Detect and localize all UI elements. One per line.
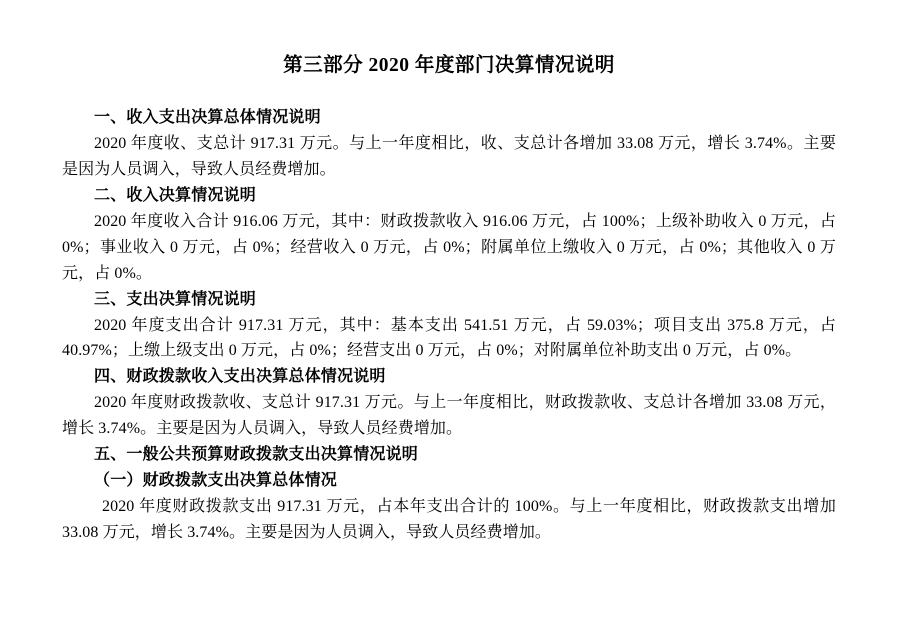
section-heading-3: 三、支出决算情况说明: [94, 290, 257, 308]
section-paragraph-3: 2020 年度支出合计 917.31 万元，其中：基本支出 541.51 万元，占 59.03%；项目支出 375.8 万元，占 40.97%；上缴上级支出 0 万元，占 0%；经营支出 0 万元，占 0%；对附属单位补助支出 0 万元，占 0%。: [62, 316, 836, 360]
page-title: 第三部分 2020 年度部门决算情况说明: [283, 55, 615, 76]
section-paragraph-2: 2020 年度收入合计 916.06 万元，其中：财政拨款收入 916.06 万元，占 100%；上级补助收入 0 万元，占 0%；事业收入 0 万元，占 0%；经营收入 0 万元，占 0%；附属单位上缴收入 0 万元，占 0%；其他收入 0 万元，占 0%。: [62, 212, 836, 282]
section-heading-4: 四、财政拨款收入支出决算总体情况说明: [94, 368, 386, 386]
section-paragraph-4: 2020 年度财政拨款收、支总计 917.31 万元。与上一年度相比，财政拨款收、支总计各增加 33.08 万元，增长 3.74%。主要是因为人员调入，导致人员经费增加。: [62, 394, 836, 438]
section-heading-5: 五、一般公共预算财政拨款支出决算情况说明: [94, 446, 419, 464]
section-heading-2: 二、收入决算情况说明: [94, 187, 257, 205]
section-heading-1: 一、收入支出决算总体情况说明: [94, 109, 321, 127]
section-paragraph-5: 2020 年度财政拨款支出 917.31 万元，占本年支出合计的 100%。与上一年度相比，财政拨款支出增加 33.08 万元，增长 3.74%。主要是因为人员调入，导致人员经费增加。: [62, 497, 836, 541]
section-paragraph-1: 2020 年度收、支总计 917.31 万元。与上一年度相比，收、支总计各增加 33.08 万元，增长 3.74%。主要是因为人员调入，导致人员经费增加。: [62, 135, 836, 179]
subsection-heading-5-1: （一）财政拨款支出决算总体情况: [94, 471, 338, 489]
